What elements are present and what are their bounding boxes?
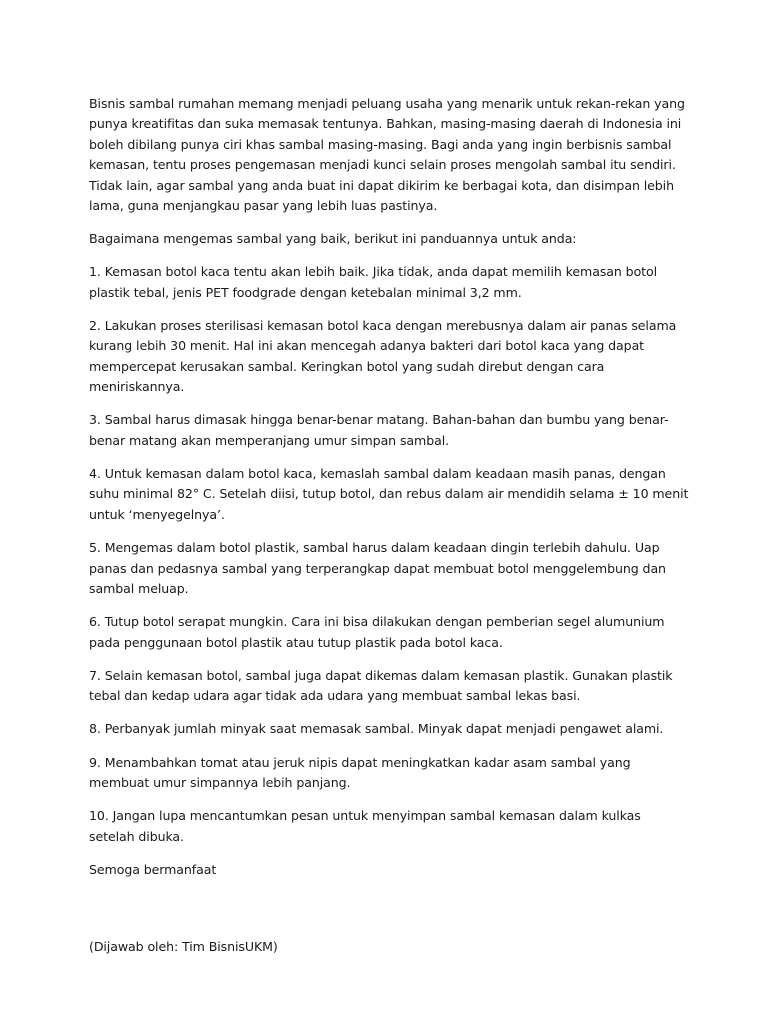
list-item-6: 6. Tutup botol serapat mungkin. Cara ini bisa dilakukan dengan pemberian segel alumunium pada penggunaan botol plastik atau tutup plastik pada botol kaca. (89, 614, 665, 650)
blank-spacer (89, 893, 689, 937)
list-item-5: 5. Mengemas dalam botol plastik, sambal harus dalam keadaan dingin terlebih dahulu. Uap panas dan pedasnya sambal yang terperangkap dapat membuat botol menggelembung dan sambal meluap. (89, 540, 666, 596)
list-item-2: 2. Lakukan proses sterilisasi kemasan botol kaca dengan merebusnya dalam air panas selama kurang lebih 30 menit. Hal ini akan mencegah adanya bakteri dari botol kaca yang dapat mempercepat kerusakan sambal. Keringkan botol yang sudah direbut dengan cara meniriskannya. (89, 318, 677, 395)
list-item-3: 3. Sambal harus dimasak hingga benar-benar matang. Bahan-bahan dan bumbu yang benar-benar matang akan memperanjang umur simpan sambal. (89, 412, 669, 448)
list-item-7: 7. Selain kemasan botol, sambal juga dapat dikemas dalam kemasan plastik. Gunakan plastik tebal dan kedap udara agar tidak ada udara yang membuat sambal lekas basi. (89, 667, 673, 704)
list-item-10: 10. Jangan lupa mencantumkan pesan untuk menyimpan sambal kemasan dalam kulkas setelah dibuka. (89, 808, 641, 844)
list-item-8: 8. Perbanyak jumlah minyak saat memasak sambal. Minyak dapat menjadi pengawet alami. (89, 721, 664, 737)
intro-paragraph: Bisnis sambal rumahan memang menjadi peluang usaha yang menarik untuk rekan-rekan yang punya kreatifitas dan suka memasak tentunya. Bahkan, masing-masing daerah di Indonesia ini boleh dibilang punya ciri khas sambal masing-masing. Bagi anda yang ingin berbisnis sambal kemasan, tentu proses pengemasan menjadi kunci selain proses mengolah sambal itu sendiri. Tidak lain, agar sambal yang anda buat ini dapat dikirim ke berbagai kota, dan disimpan lebih lama, guna menjangkau pasar yang lebih luas pastinya. (89, 96, 685, 214)
document-page (89, 94, 689, 970)
list-item-9: 9. Menambahkan tomat atau jeruk nipis dapat meningkatkan kadar asam sambal yang membuat umur simpannya lebih panjang. (89, 754, 631, 790)
list-item-4: 4. Untuk kemasan dalam botol kaca, kemaslah sambal dalam keadaan masih panas, dengan suhu minimal 82° C. Setelah diisi, tutup botol, dan rebus dalam air mendidih selama ± 10 menit untuk ‘menyegelnya’. (89, 466, 689, 522)
signature-line: (Dijawab oleh: Tim BisnisUKM) (89, 938, 278, 954)
list-item-1: 1. Kemasan botol kaca tentu akan lebih baik. Jika tidak, anda dapat memilih kemasan botol plastik tebal, jenis PET foodgrade dengan ketebalan minimal 3,2 mm. (89, 264, 658, 300)
closing-line: Semoga bermanfaat (89, 861, 217, 877)
lead-paragraph: Bagaimana mengemas sambal yang baik, berikut ini panduannya untuk anda: (89, 231, 577, 247)
